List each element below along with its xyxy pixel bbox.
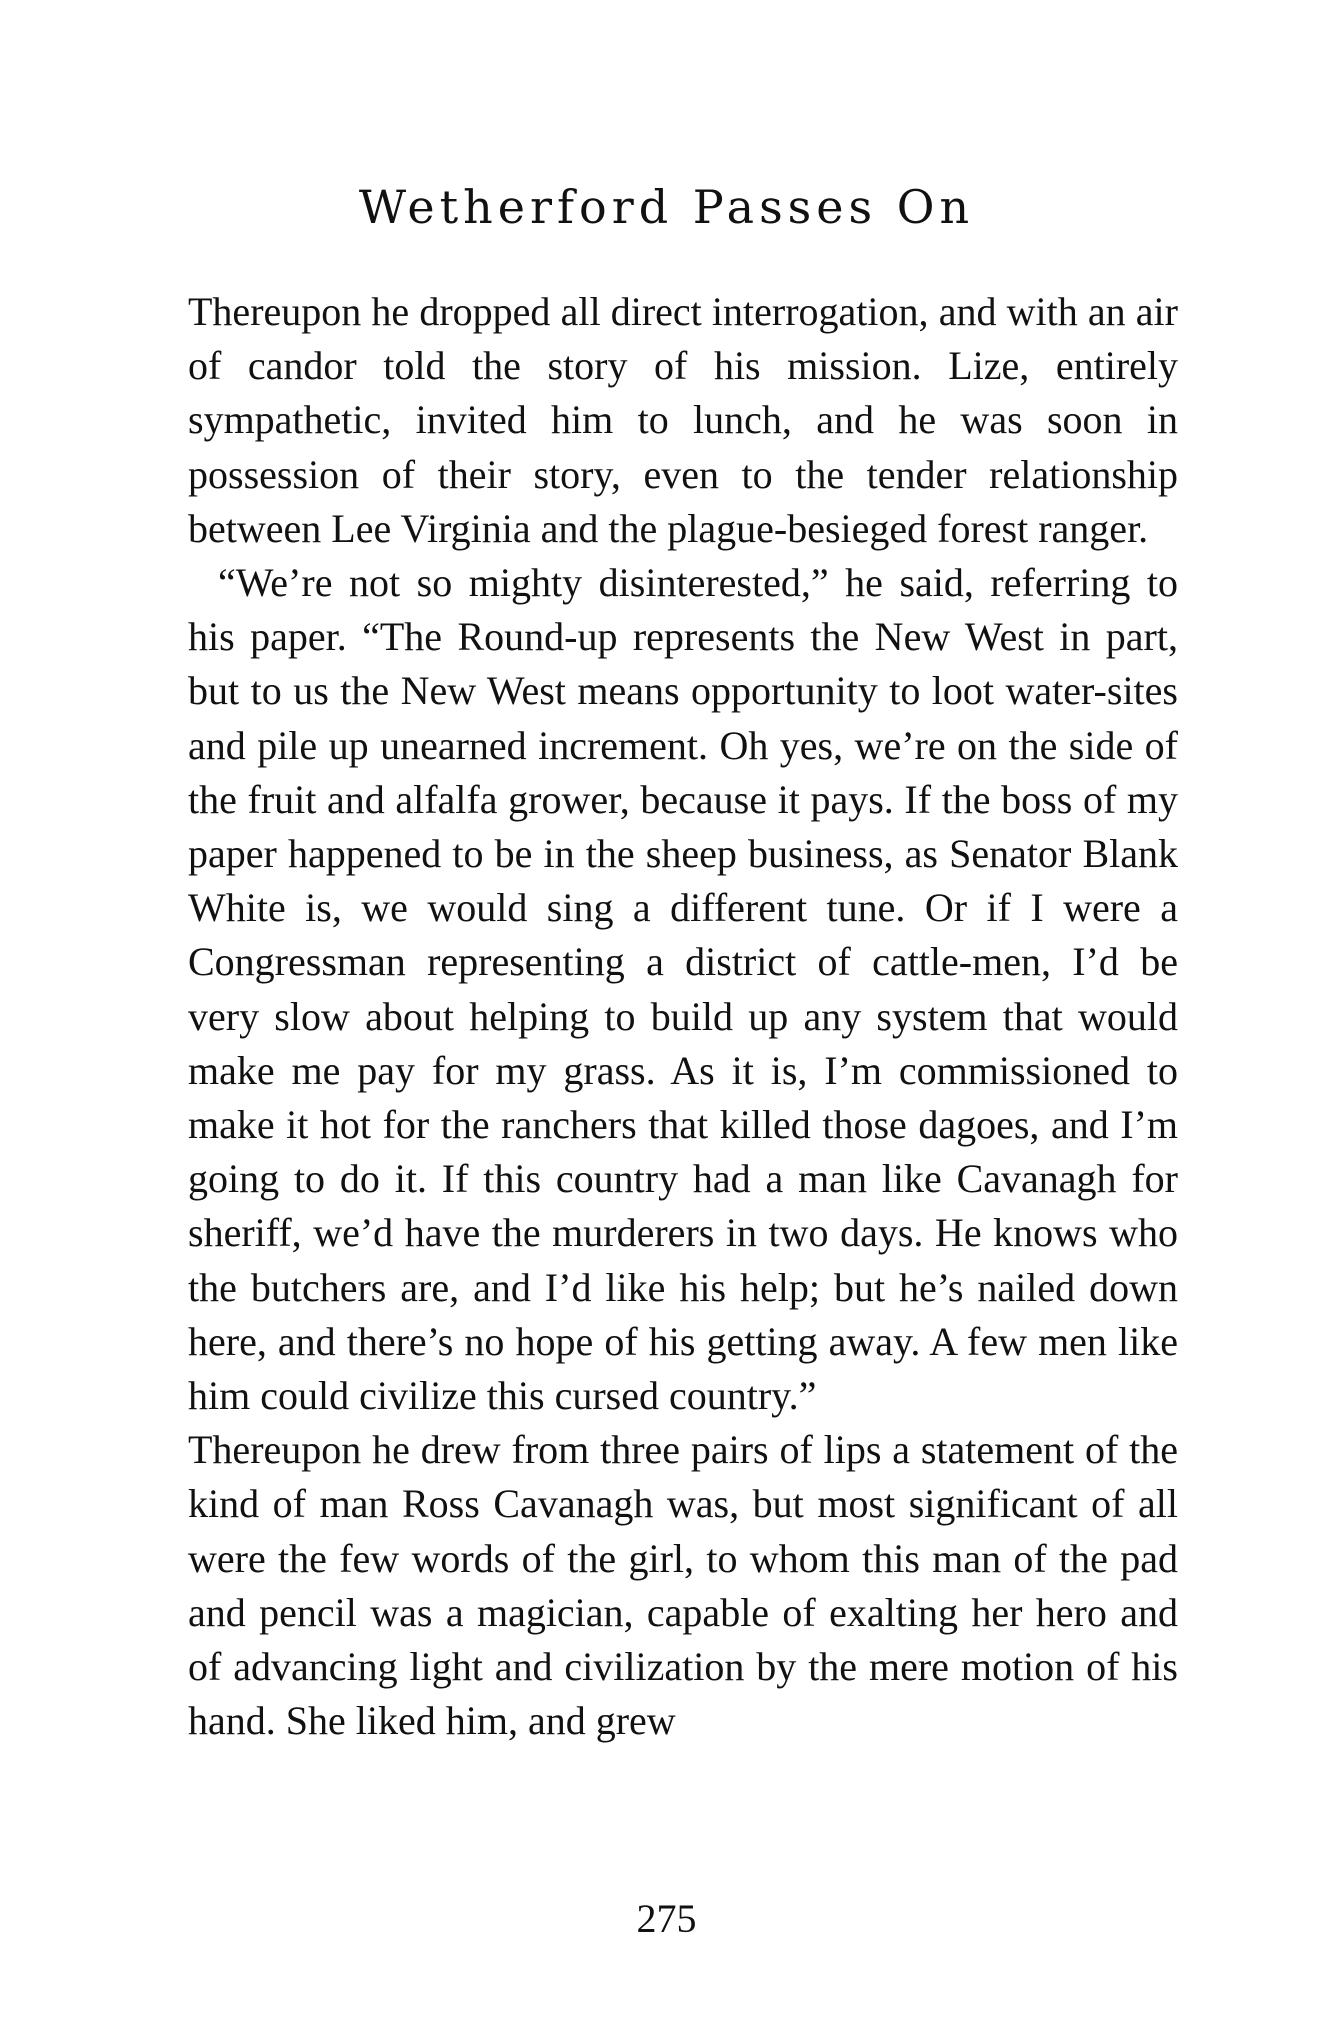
page-number: 275	[636, 1896, 697, 1941]
body-text	[188, 285, 1178, 1748]
paragraph-2: “We’re not so mighty disinterested,” he said, referring to his paper. “The Round-up represents the New West in part, but to us the New West means opportunity to loot water-sites and pile up unearned increment. Oh yes, we’re on the side of the fruit and alfalfa grower, because it pays. If the boss of my paper happened to be in the sheep business, as Senator Blank White is, we would sing a different tune. Or if I were a Congressman representing a district of cattle-men, I’d be very slow about helping to build up any system that would make me pay for my grass. As it is, I’m commissioned to make it hot for the ranchers that killed those dagoes, and I’m going to do it. If this country had a man like Cavanagh for sheriff, we’d have the murderers in two days. He knows who the butchers are, and I’d like his help; but he’s nailed down here, and there’s no hope of his getting away. A few men like him could civilize this cursed country.”	[188, 560, 1178, 1419]
running-head: Wetherford Passes On	[358, 180, 975, 234]
paragraph-1: Thereupon he dropped all direct interrogation, and with an air of candor told the story of his mission. Lize, entirely sympathetic, invited him to lunch, and he was soon in possession of their story, even to the tender relationship between Lee Virginia and the plague-besieged forest ranger.	[188, 289, 1178, 551]
paragraph-3: Thereupon he drew from three pairs of lips a statement of the kind of man Ross Cavanagh was, but most significant of all were the few words of the girl, to whom this man of the pad and pencil was a magician, capable of exalting her hero and of advancing light and civilization by the mere motion of his hand. She liked him, and grew	[188, 1427, 1178, 1744]
